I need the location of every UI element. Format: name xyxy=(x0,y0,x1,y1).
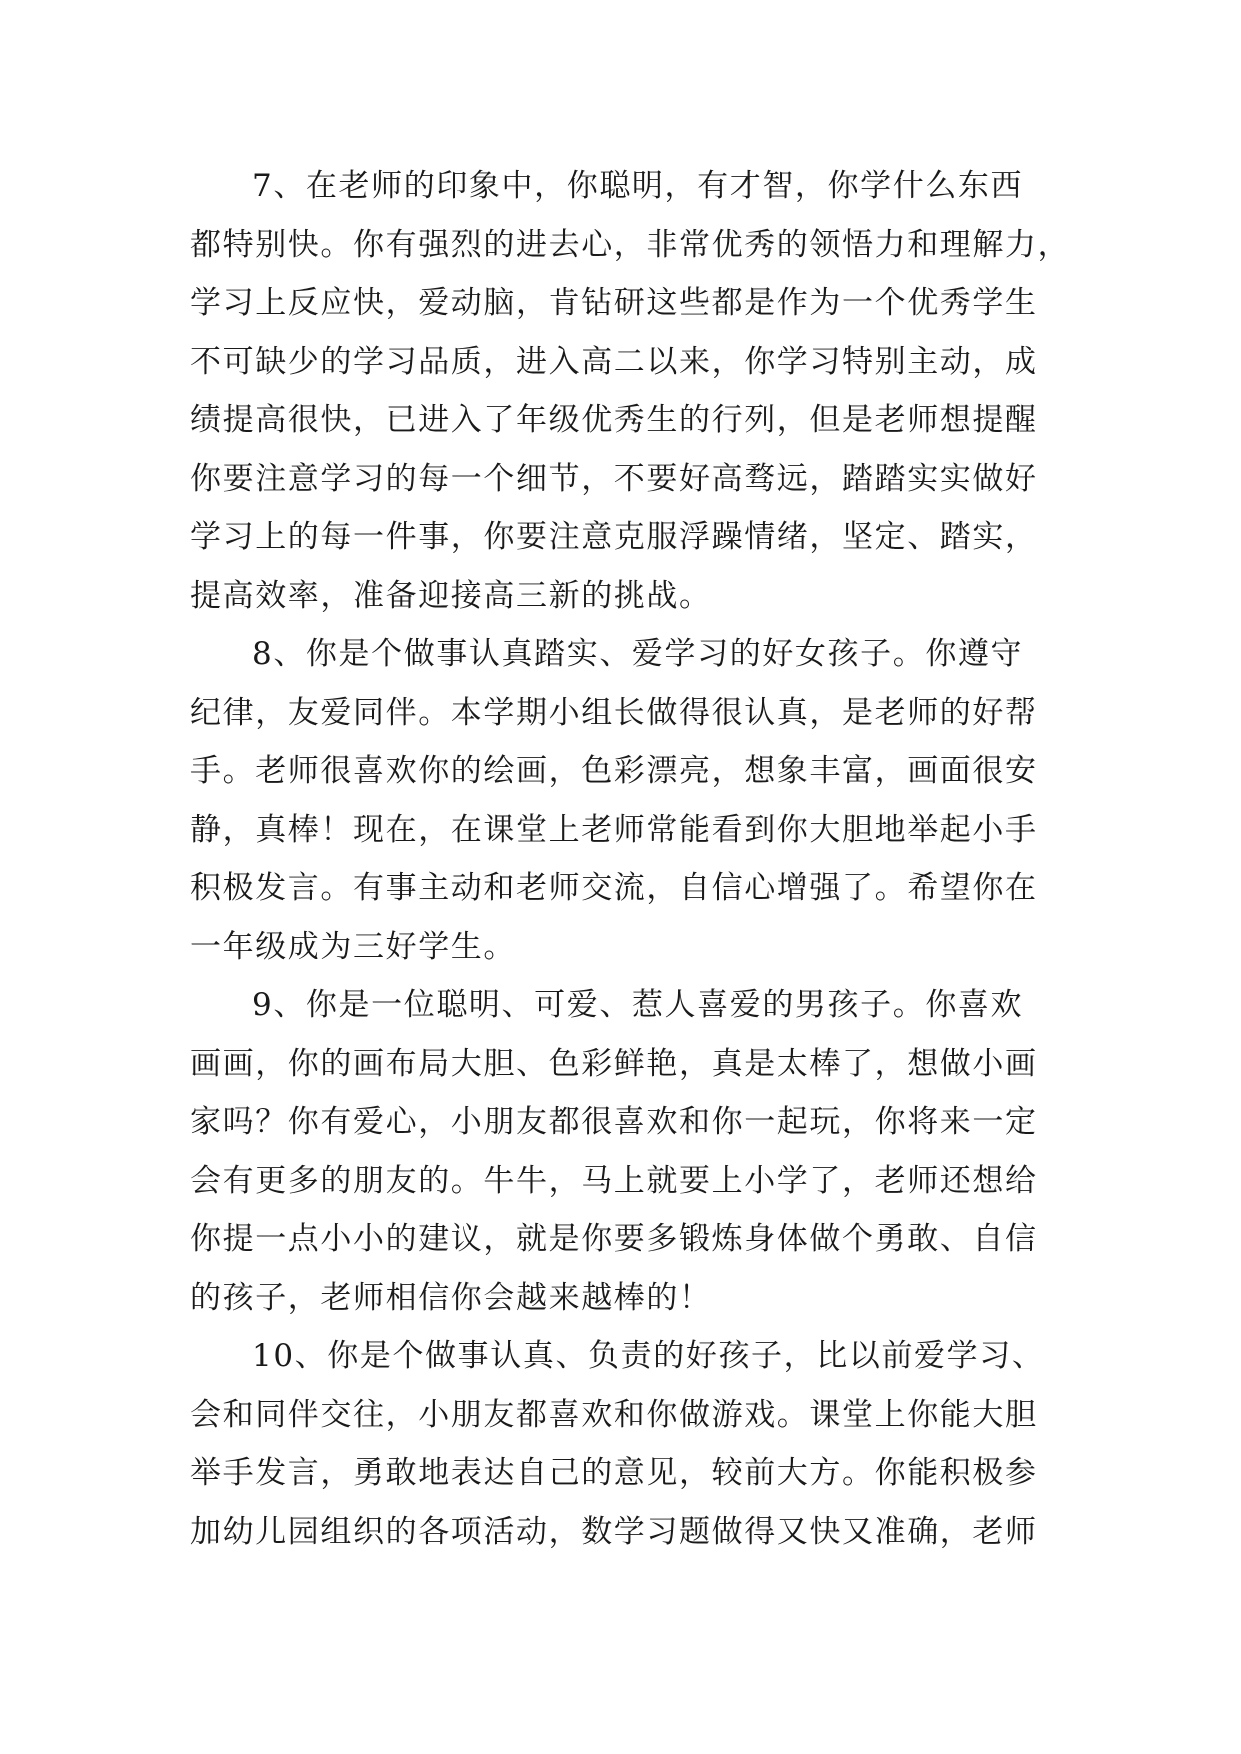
text-line: 绩提高很快，已进入了年级优秀生的行列，但是老师想提醒 xyxy=(190,402,1038,438)
paragraph-first-line: 8、你是个做事认真踏实、爱学习的好女孩子。你遵守 xyxy=(252,636,1024,672)
text-line: 你要注意学习的每一个细节，不要好高骛远，踏踏实实做好 xyxy=(190,460,1038,497)
text-line: 学习上反应快，爱动脑，肯钻研这些都是作为一个优秀学生 xyxy=(190,285,1038,321)
text-line: 画画，你的画布局大胆、色彩鲜艳，真是太棒了，想做小画 xyxy=(190,1045,1038,1082)
text-line: 提高效率，准备迎接高三新的挑战。 xyxy=(190,577,712,614)
paragraph-first-line: 10、你是个做事认真、负责的好孩子，比以前爱学习、 xyxy=(252,1338,1045,1374)
text-line: 都特别快。你有强烈的进去心，非常优秀的领悟力和理解力， xyxy=(190,226,1071,263)
text-line: 手。老师很喜欢你的绘画，色彩漂亮，想象丰富，画面很安 xyxy=(190,753,1038,789)
text-line: 举手发言，勇敢地表达自己的意见，较前大方。你能积极参 xyxy=(190,1455,1038,1491)
text-line: 会和同伴交往，小朋友都喜欢和你做游戏。课堂上你能大胆 xyxy=(190,1396,1038,1433)
text-line: 家吗？你有爱心，小朋友都很喜欢和你一起玩，你将来一定 xyxy=(190,1104,1038,1140)
paragraph-first-line: 9、你是一位聪明、可爱、惹人喜爱的男孩子。你喜欢 xyxy=(252,987,1024,1023)
text-line: 一年级成为三好学生。 xyxy=(190,928,516,965)
text-body xyxy=(190,157,1070,1561)
text-line: 积极发言。有事主动和老师交流，自信心增强了。希望你在 xyxy=(190,870,1038,906)
text-line: 你提一点小小的建议，就是你要多锻炼身体做个勇敢、自信 xyxy=(190,1221,1038,1257)
text-line: 学习上的每一件事，你要注意克服浮躁情绪，坚定、踏实， xyxy=(190,519,1038,555)
paragraph-first-line: 7、在老师的印象中，你聪明，有才智，你学什么东西 xyxy=(252,168,1024,204)
text-line: 的孩子，老师相信你会越来越棒的！ xyxy=(190,1279,712,1316)
text-line: 会有更多的朋友的。牛牛，马上就要上小学了，老师还想给 xyxy=(190,1162,1038,1199)
text-line: 加幼儿园组织的各项活动，数学习题做得又快又准确，老师 xyxy=(190,1513,1038,1550)
text-line: 纪律，友爱同伴。本学期小组长做得很认真，是老师的好帮 xyxy=(190,694,1038,731)
text-line: 静，真棒！现在，在课堂上老师常能看到你大胆地举起小手 xyxy=(190,811,1038,848)
text-line: 不可缺少的学习品质，进入高二以来，你学习特别主动，成 xyxy=(190,343,1038,380)
